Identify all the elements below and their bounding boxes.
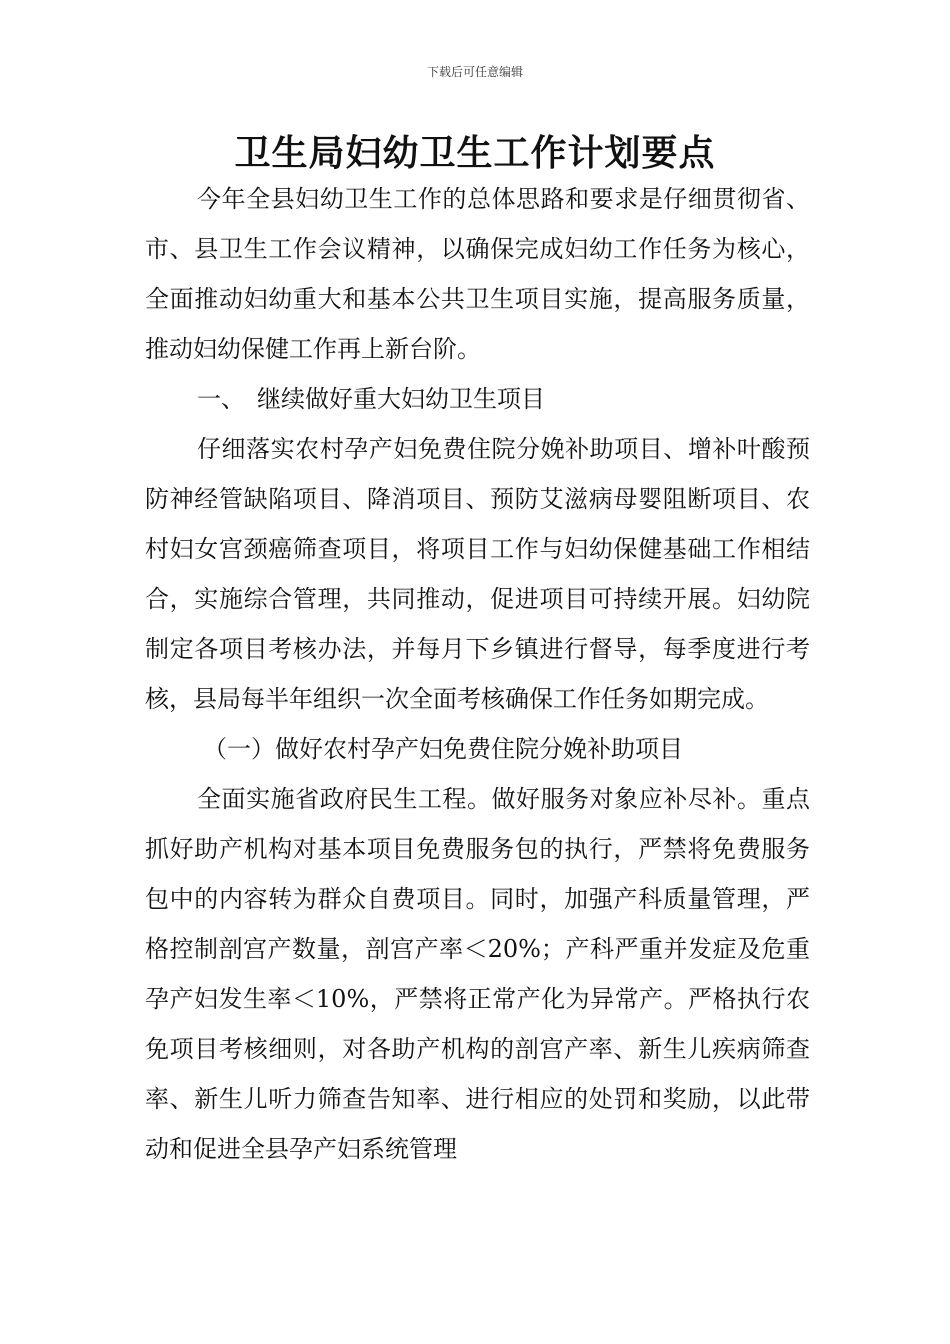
page-header-note: 下载后可任意编辑 <box>426 65 523 79</box>
document-title: 卫生局妇幼卫生工作计划要点 <box>234 133 716 174</box>
subsection-heading-1: （一）做好农村孕产妇免费住院分娩补助项目 <box>203 735 683 763</box>
paragraph-subsection-1: 全面实施省政府民生工程。做好服务对象应补尽补。重点抓好助产机构对基本项目免费服务包的执行，严禁将免费服务包中的内容转为群众自费项目。同时，加强产科质量管理，严格控制剖宫产数量，剖宫产率＜20%；产科严重并发症及危重孕产妇发生率＜10%，严禁将正常产化为异常产。严格执行农免项目考核细则，对各助产机构的剖宫产率、新生儿疾病筛查率、新生儿听力筛查告知率、进行相应的处罚和奖励，以此带动和促进全县孕产妇系统管理 <box>145 785 810 1163</box>
section-heading-1: 一、 继续做好重大妇幼卫生项目 <box>197 385 545 413</box>
document-body <box>145 174 810 1174</box>
paragraph-intro: 今年全县妇幼卫生工作的总体思路和要求是仔细贯彻省、市、县卫生工作会议精神，以确保完成妇幼工作任务为核心，全面推动妇幼重大和基本公共卫生项目实施，提高服务质量，推动妇幼保健工作再上新台阶。 <box>145 185 810 363</box>
paragraph-section-1: 仔细落实农村孕产妇免费住院分娩补助项目、增补叶酸预防神经管缺陷项目、降消项目、预防艾滋病母婴阻断项目、农村妇女宫颈癌筛查项目，将项目工作与妇幼保健基础工作相结合，实施综合管理，共同推动，促进项目可持续开展。妇幼院制定各项目考核办法，并每月下乡镇进行督导，每季度进行考核，县局每半年组织一次全面考核确保工作任务如期完成。 <box>145 435 810 713</box>
